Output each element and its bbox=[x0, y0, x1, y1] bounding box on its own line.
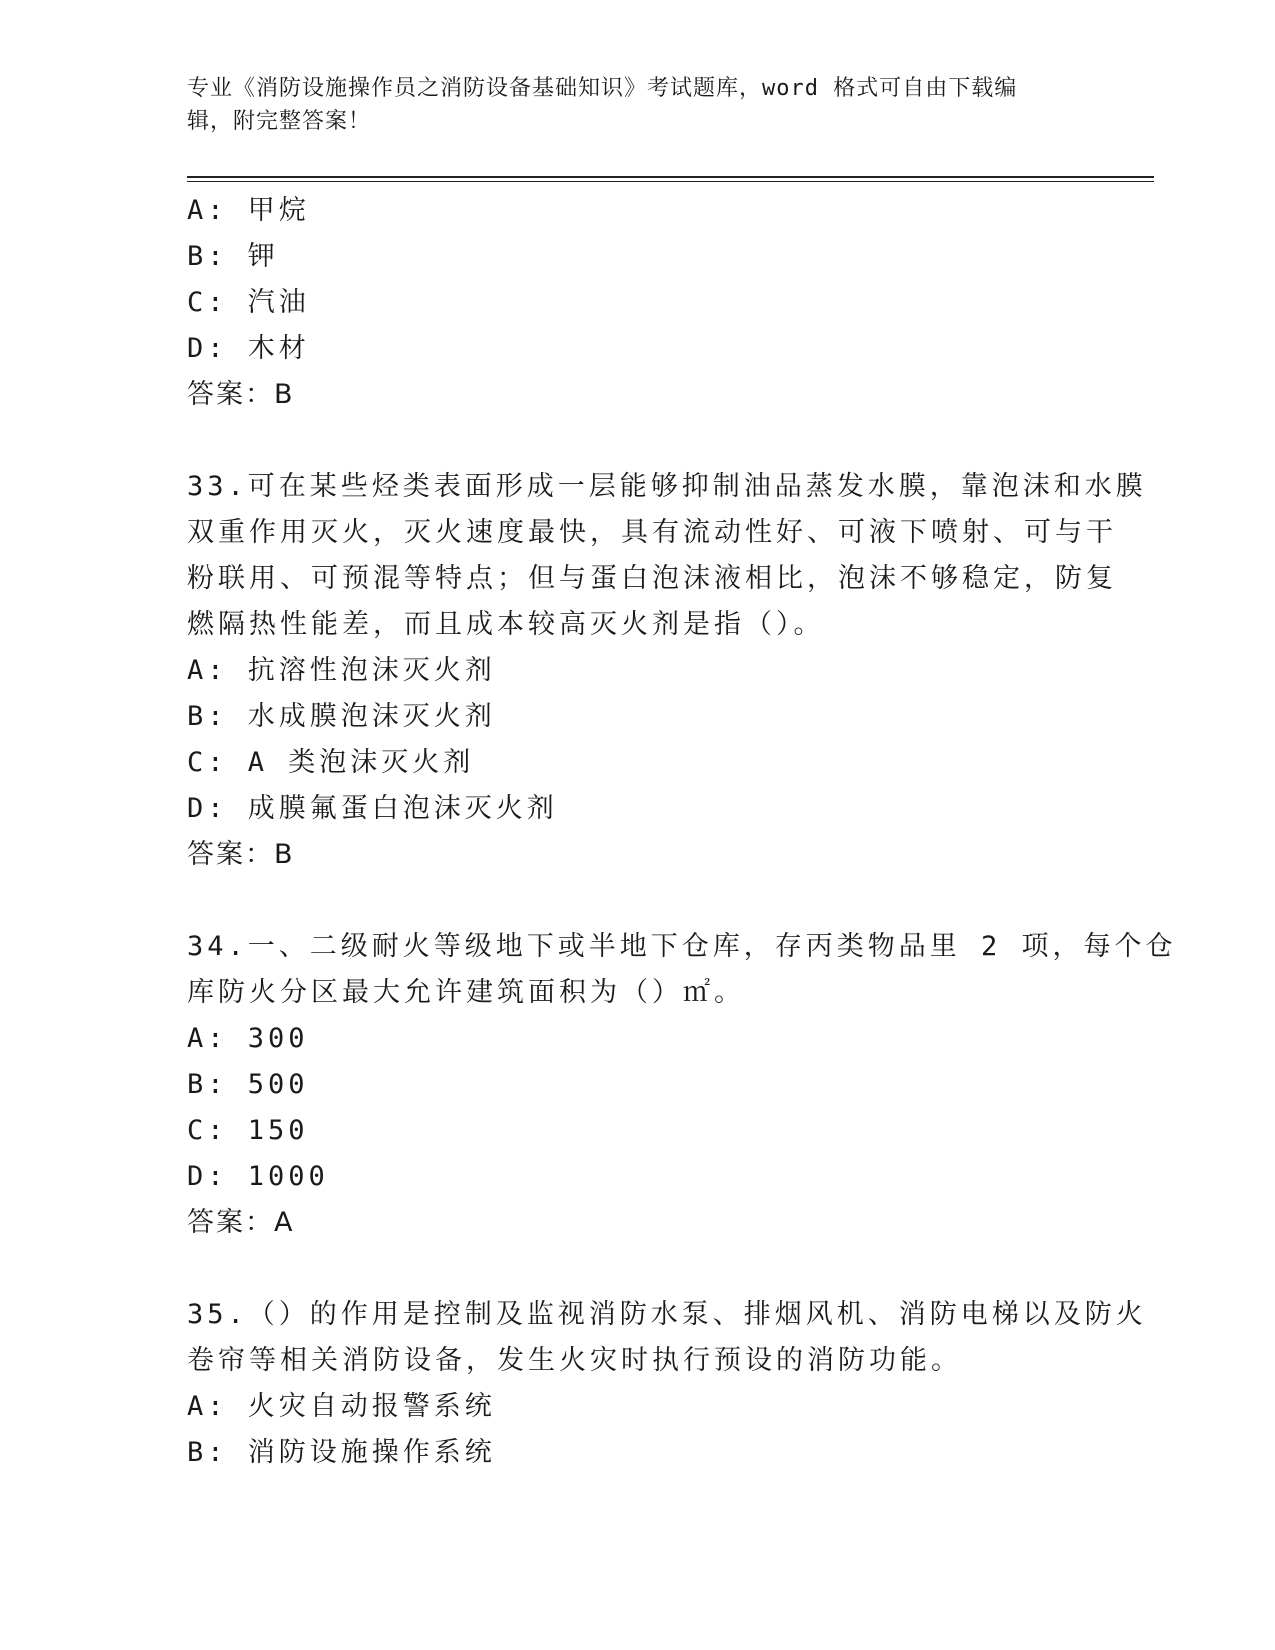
option-b: B: 水成膜泡沫灭火剂 bbox=[187, 701, 496, 732]
option-d: D: 1000 bbox=[187, 1161, 329, 1192]
question-text-line: 双重作用灭火，灭火速度最快，具有流动性好、可液下喷射、可与干 bbox=[187, 517, 1117, 548]
answer-line: 答案：B bbox=[187, 839, 295, 870]
question-text-line: 燃隔热性能差，而且成本较高灭火剂是指（）。 bbox=[187, 609, 825, 640]
answer-line: 答案：B bbox=[187, 379, 295, 410]
option-c: C: A 类泡沫灭火剂 bbox=[187, 747, 475, 778]
option-a: A: 抗溶性泡沫灭火剂 bbox=[187, 655, 496, 686]
question-33 bbox=[187, 464, 1147, 878]
header-divider-thick bbox=[187, 176, 1154, 178]
header-divider-thin bbox=[187, 181, 1154, 182]
question-text-line: 34.一、二级耐火等级地下或半地下仓库，存丙类物品里 2 项，每个仓 bbox=[187, 931, 1177, 962]
option-b: B: 消防设施操作系统 bbox=[187, 1437, 496, 1468]
option-a: A: 火灾自动报警系统 bbox=[187, 1391, 496, 1422]
header-line-2: 辑，附完整答案！ bbox=[187, 109, 372, 134]
question-text-line: 粉联用、可预混等特点；但与蛋白泡沫液相比，泡沫不够稳定，防复 bbox=[187, 563, 1117, 594]
option-c: C: 150 bbox=[187, 1115, 309, 1146]
question-34 bbox=[187, 924, 1177, 1246]
option-b: B: 钾 bbox=[187, 241, 279, 272]
question-32 bbox=[187, 188, 1087, 418]
spacer bbox=[187, 878, 1087, 924]
question-list bbox=[187, 188, 1177, 1476]
option-a: A: 甲烷 bbox=[187, 195, 310, 226]
spacer bbox=[187, 1246, 1087, 1292]
option-a: A: 300 bbox=[187, 1023, 309, 1054]
option-d: D: 成膜氟蛋白泡沫灭火剂 bbox=[187, 793, 558, 824]
option-c: C: 汽油 bbox=[187, 287, 310, 318]
option-b: B: 500 bbox=[187, 1069, 309, 1100]
spacer bbox=[187, 418, 1087, 464]
option-d: D: 木材 bbox=[187, 333, 310, 364]
header-line-1: 专业《消防设施操作员之消防设备基础知识》考试题库，word 格式可自由下载编 bbox=[187, 76, 1018, 101]
question-text-line: 库防火分区最大允许建筑面积为（）㎡。 bbox=[187, 977, 745, 1008]
question-text-line: 35.（）的作用是控制及监视消防水泵、排烟风机、消防电梯以及防火 bbox=[187, 1299, 1147, 1330]
question-35 bbox=[187, 1292, 1147, 1476]
answer-line: 答案：A bbox=[187, 1207, 295, 1238]
question-text-line: 33.可在某些烃类表面形成一层能够抑制油品蒸发水膜，靠泡沫和水膜 bbox=[187, 471, 1147, 502]
document-header bbox=[187, 72, 1087, 138]
question-text-line: 卷帘等相关消防设备，发生火灾时执行预设的消防功能。 bbox=[187, 1345, 962, 1376]
